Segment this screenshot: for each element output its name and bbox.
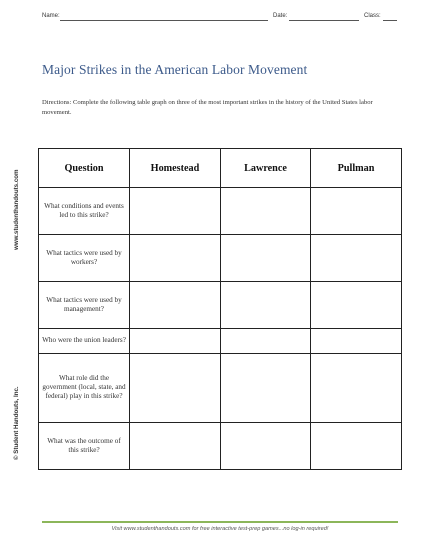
header-question: Question (39, 149, 130, 188)
question-cell: What tactics were used by workers? (39, 235, 130, 282)
answer-cell[interactable] (221, 329, 311, 354)
question-cell: What tactics were used by management? (39, 282, 130, 329)
question-cell: What role did the government (local, state, and federal) play in this strike? (39, 353, 130, 422)
answer-cell[interactable] (311, 329, 402, 354)
class-field[interactable] (383, 20, 397, 21)
answer-cell[interactable] (221, 422, 311, 469)
directions-text: Directions: Complete the following table graph on three of the most important strikes in the history of the United States labor movement. (42, 99, 373, 116)
answer-cell[interactable] (130, 235, 221, 282)
answer-cell[interactable] (130, 353, 221, 422)
side-copyright-text: © Student Handouts, Inc. (13, 386, 20, 460)
page-title: Major Strikes in the American Labor Movement (42, 62, 308, 77)
answer-cell[interactable] (130, 282, 221, 329)
table-row (39, 235, 402, 282)
name-label: Name: (42, 13, 60, 19)
date-label: Date: (273, 13, 288, 19)
class-label: Class: (364, 13, 381, 19)
question-cell: What conditions and events led to this strike? (39, 188, 130, 235)
table-row (39, 422, 402, 469)
answer-cell[interactable] (221, 353, 311, 422)
answer-cell[interactable] (311, 188, 402, 235)
strikes-table (38, 148, 402, 470)
question-cell: What was the outcome of this strike? (39, 422, 130, 469)
answer-cell[interactable] (221, 188, 311, 235)
question-cell: Who were the union leaders? (39, 329, 130, 354)
header-lawrence: Lawrence (221, 149, 311, 188)
table-row (39, 329, 402, 354)
answer-cell[interactable] (311, 422, 402, 469)
name-field[interactable] (60, 20, 268, 21)
answer-cell[interactable] (130, 188, 221, 235)
date-field[interactable] (289, 20, 359, 21)
header-pullman: Pullman (311, 149, 402, 188)
answer-cell[interactable] (311, 282, 402, 329)
table-row (39, 353, 402, 422)
side-website-text: www.studenthandouts.com (13, 169, 20, 250)
answer-cell[interactable] (311, 353, 402, 422)
answer-cell[interactable] (221, 235, 311, 282)
answer-cell[interactable] (221, 282, 311, 329)
footer-text: Visit www.studenthandouts.com for free interactive test-prep games...no log-in required! (111, 526, 329, 532)
answer-cell[interactable] (130, 329, 221, 354)
table-row (39, 282, 402, 329)
table-row (39, 188, 402, 235)
table-header-row (39, 149, 402, 188)
footer-rule (42, 521, 398, 523)
header-homestead: Homestead (130, 149, 221, 188)
answer-cell[interactable] (311, 235, 402, 282)
answer-cell[interactable] (130, 422, 221, 469)
